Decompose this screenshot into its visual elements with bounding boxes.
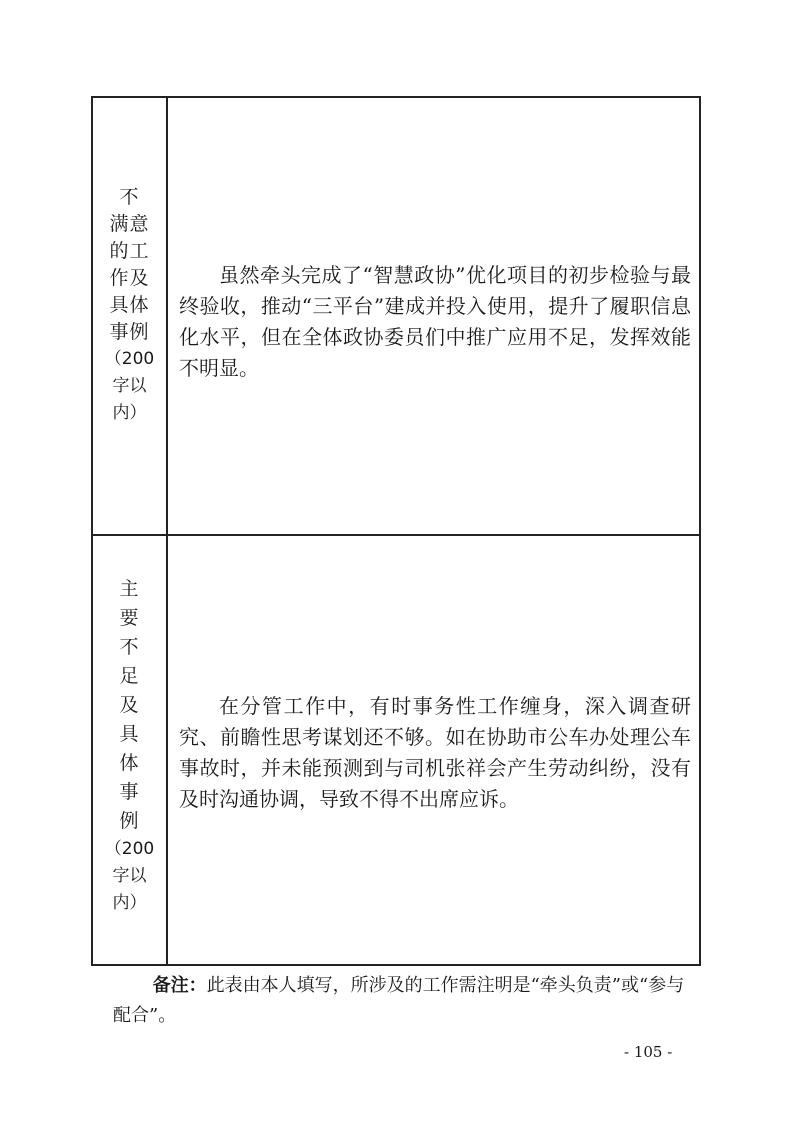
label-line: 具 <box>119 723 140 745</box>
label-line: 具体 <box>109 294 150 316</box>
label-line: 要 <box>119 607 140 629</box>
footnote <box>113 971 693 1031</box>
label-line: 事 <box>119 781 140 803</box>
label-word-limit-line: （200 <box>104 839 155 859</box>
table-row-shortcomings <box>93 534 699 964</box>
label-line: 足 <box>119 665 140 687</box>
footnote-text: 此表由本人填写，所涉及的工作需注明是“牵头负责”或“参与配合”。 <box>113 975 685 1026</box>
label-word-limit-line: （200 <box>104 349 155 369</box>
label-line: 例 <box>119 810 140 832</box>
table-row-unsatisfactory-work <box>93 98 699 536</box>
row-content-cell <box>168 98 699 534</box>
footnote-label: 备注： <box>152 975 207 996</box>
label-line: 事例 <box>109 321 150 343</box>
label-word-limit-line: 字以 <box>112 866 147 886</box>
label-line: 及 <box>119 694 140 716</box>
row-content-cell <box>168 534 699 964</box>
label-word-limit-line: 字以 <box>112 376 147 396</box>
row-content-text: 虽然牵头完成了“智慧政协”优化项目的初步检验与最终验收，推动“三平台”建成并投入使用，提升了履职信息化水平，但在全体政协委员们中推广应用不足，发挥效能不明显。 <box>179 263 691 380</box>
row-label-cell <box>93 98 168 534</box>
label-line: 主 <box>119 578 140 600</box>
page-number: - 105 - <box>624 1043 673 1061</box>
label-line: 不 <box>119 636 140 658</box>
label-word-limit-line: 内） <box>112 893 147 913</box>
label-line: 满意 <box>109 213 150 235</box>
evaluation-form-table <box>91 96 701 966</box>
label-word-limit-line: 内） <box>112 403 147 423</box>
row-label <box>93 575 166 917</box>
label-line: 的工 <box>109 240 150 262</box>
row-label-cell <box>93 534 168 964</box>
label-line: 体 <box>119 752 140 774</box>
row-label <box>93 184 166 427</box>
row-content-text: 在分管工作中，有时事务性工作缠身，深入调查研究、前瞻性思考谋划还不够。如在协助市公车办处理公车事故时，并未能预测到与司机张祥会产生劳动纠纷，没有及时沟通协调，导致不得不出席应诉。 <box>179 694 691 811</box>
label-line: 作及 <box>109 267 150 289</box>
label-line: 不 <box>119 186 140 208</box>
